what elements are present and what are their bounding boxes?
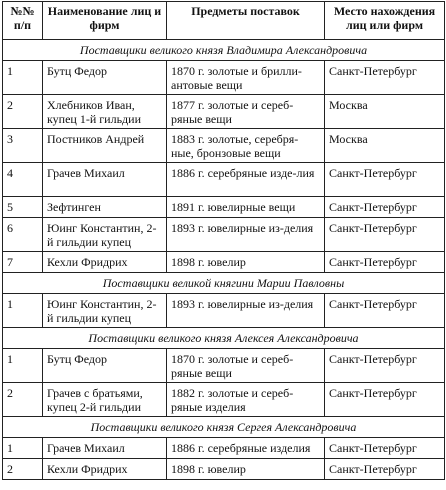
cell-items: 1893 г. ювелирные из-делия xyxy=(167,294,325,328)
table-body xyxy=(3,40,445,480)
cell-items: 1891 г. ювелирные вещи xyxy=(167,197,325,218)
cell-items: 1893 г. ювелирные из-делия xyxy=(167,218,325,252)
header-items: Предметы поставок xyxy=(167,2,325,40)
cell-number: 6 xyxy=(3,218,43,252)
table-header-row xyxy=(3,2,445,40)
cell-name: Грачев с братьями, купец 2-й гильдии xyxy=(43,383,167,417)
cell-items: 1883 г. золотые, серебря-ные, бронзовые вещи xyxy=(167,129,325,163)
header-name: Наименование лиц и фирм xyxy=(43,2,167,40)
cell-place: Санкт-Петербург xyxy=(325,197,445,218)
cell-number: 1 xyxy=(3,438,43,459)
cell-number: 2 xyxy=(3,459,43,480)
section-header-row xyxy=(3,40,445,61)
table-row xyxy=(3,294,445,328)
table-row xyxy=(3,349,445,383)
cell-name: Грачев Михаил xyxy=(43,438,167,459)
cell-number: 3 xyxy=(3,129,43,163)
cell-place: Санкт-Петербург xyxy=(325,349,445,383)
cell-items: 1898 г. ювелир xyxy=(167,459,325,480)
section-title: Поставщики великой княгини Марии Павловны xyxy=(3,273,445,294)
cell-number: 1 xyxy=(3,61,43,95)
cell-name: Кехли Фридрих xyxy=(43,252,167,273)
cell-items: 1870 г. золотые и брилли-антовые вещи xyxy=(167,61,325,95)
cell-place: Санкт-Петербург xyxy=(325,294,445,328)
table-row xyxy=(3,459,445,480)
cell-place: Москва xyxy=(325,129,445,163)
cell-number: 1 xyxy=(3,349,43,383)
suppliers-table xyxy=(2,1,445,480)
table-row xyxy=(3,218,445,252)
header-place: Место нахождения лиц или фирм xyxy=(325,2,445,40)
cell-number: 2 xyxy=(3,95,43,129)
table-row xyxy=(3,197,445,218)
cell-name: Юинг Константин, 2-й гильдии купец xyxy=(43,294,167,328)
header-number: №№ п/п xyxy=(3,2,43,40)
cell-place: Санкт-Петербург xyxy=(325,459,445,480)
cell-place: Санкт-Петербург xyxy=(325,252,445,273)
section-title: Поставщики великого князя Алексея Александровича xyxy=(3,328,445,349)
table-row xyxy=(3,129,445,163)
cell-place: Санкт-Петербург xyxy=(325,218,445,252)
cell-name: Постников Андрей xyxy=(43,129,167,163)
section-header-row xyxy=(3,328,445,349)
section-title: Поставщики великого князя Владимира Александровича xyxy=(3,40,445,61)
cell-name: Грачев Михаил xyxy=(43,163,167,197)
table-row xyxy=(3,95,445,129)
section-title: Поставщики великого князя Сергея Александровича xyxy=(3,417,445,438)
cell-name: Бутц Федор xyxy=(43,61,167,95)
cell-name: Кехли Фридрих xyxy=(43,459,167,480)
table-row xyxy=(3,383,445,417)
cell-number: 7 xyxy=(3,252,43,273)
cell-number: 1 xyxy=(3,294,43,328)
cell-items: 1870 г. золотые и сереб-ряные вещи xyxy=(167,349,325,383)
section-header-row xyxy=(3,417,445,438)
table-row xyxy=(3,438,445,459)
cell-name: Зефтинген xyxy=(43,197,167,218)
cell-items: 1886 г. серебряные изделия xyxy=(167,438,325,459)
cell-place: Санкт-Петербург xyxy=(325,438,445,459)
cell-place: Санкт-Петербург xyxy=(325,163,445,197)
cell-number: 2 xyxy=(3,383,43,417)
table-row xyxy=(3,252,445,273)
cell-name: Юинг Константин, 2-й гильдии купец xyxy=(43,218,167,252)
cell-name: Хлебников Иван, купец 1-й гильдии xyxy=(43,95,167,129)
section-header-row xyxy=(3,273,445,294)
table-row xyxy=(3,163,445,197)
cell-place: Москва xyxy=(325,95,445,129)
cell-items: 1898 г. ювелир xyxy=(167,252,325,273)
table-row xyxy=(3,61,445,95)
cell-place: Санкт-Петербург xyxy=(325,383,445,417)
cell-number: 5 xyxy=(3,197,43,218)
cell-number: 4 xyxy=(3,163,43,197)
cell-items: 1877 г. золотые и сереб-ряные вещи xyxy=(167,95,325,129)
cell-items: 1882 г. золотые и сереб-ряные изделия xyxy=(167,383,325,417)
cell-name: Бутц Федор xyxy=(43,349,167,383)
cell-items: 1886 г. серебряные изде-лия xyxy=(167,163,325,197)
cell-place: Санкт-Петербург xyxy=(325,61,445,95)
